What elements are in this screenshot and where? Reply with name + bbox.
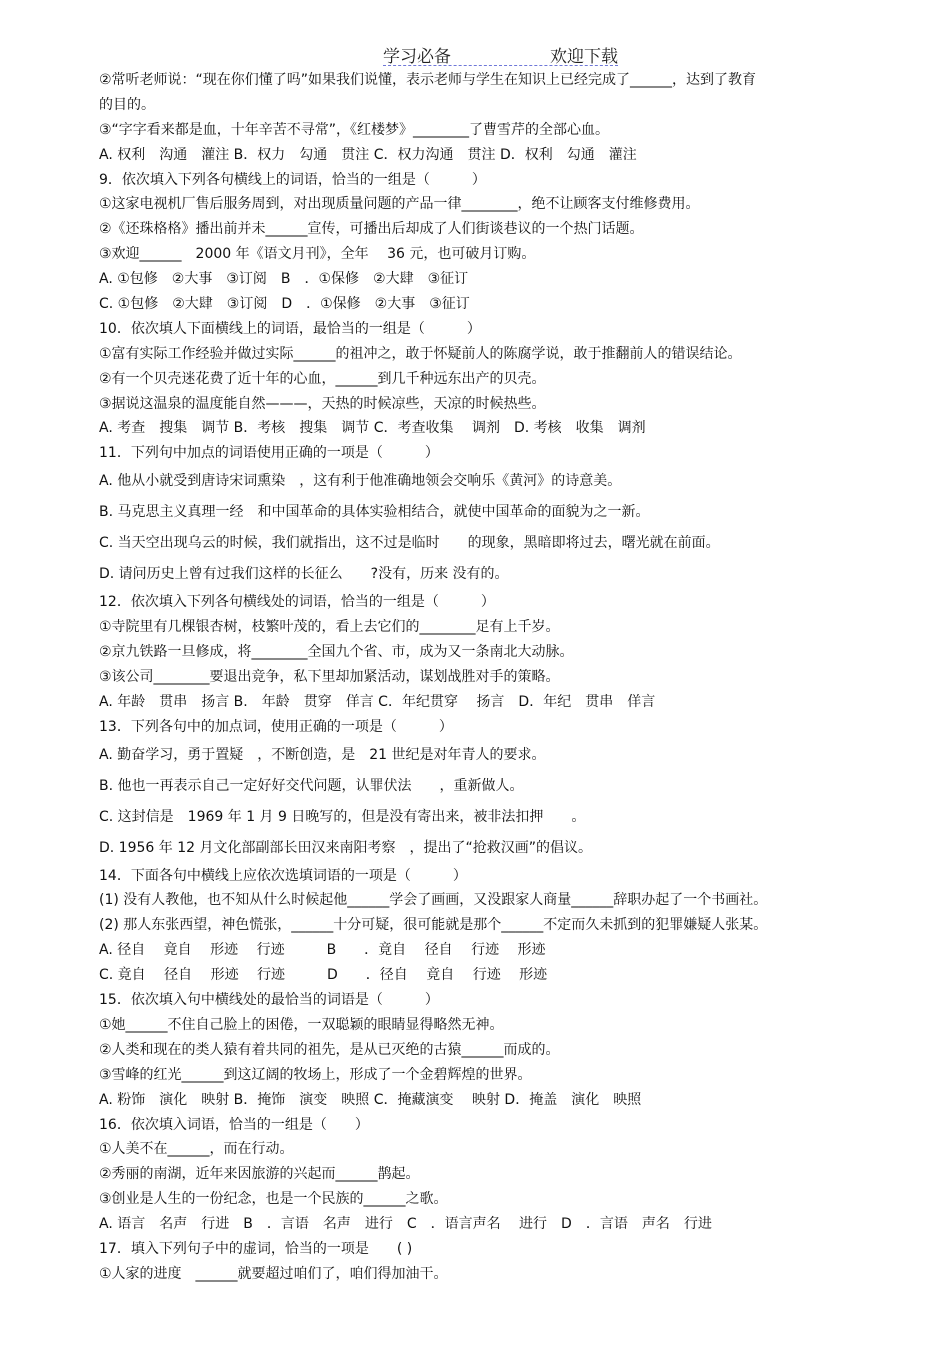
question-11: 11．下列句中加点的词语使用正确的一项是（ ） <box>99 445 439 462</box>
text-line: ③雪峰的红光______到这辽阔的牧场上，形成了一个金碧辉煌的世界。 <box>99 1066 532 1083</box>
text-line: ③创业是人生的一份纪念，也是一个民族的______之歌。 <box>99 1191 448 1208</box>
text-line: ②《还珠格格》播出前并未______宣传，可播出后却成了人们街谈巷议的一个热门话题。 <box>99 221 644 238</box>
question-17: 17．填入下列句子中的虚词，恰当的一项是 ( ) <box>99 1240 413 1257</box>
text-line: B. 马克思主义真理一经 和中国革命的具体实验相结合，就使中国革命的面貌为之一新。 <box>99 504 650 521</box>
text-line: C. ①包修 ②大肆 ③订阅 D ．①保修 ②大事 ③征订 <box>99 296 470 313</box>
text-line: ③该公司________要退出竞争，私下里却加紧活动，谋划战胜对手的策略。 <box>99 668 560 685</box>
text-line: C. 这封信是 1969 年 1 月 9 日晚写的，但是没有寄出来，被非法扣押 。 <box>99 808 586 825</box>
text-line: A. 语言 名声 行进 B ．言语 名声 进行 C ．语言声名 进行 D ．言语 声名 行进 <box>99 1216 712 1233</box>
text-line: B. 他也一再表示自己一定好好交代问题，认罪伏法 ，重新做人。 <box>99 777 524 794</box>
text-line: ①富有实际工作经验并做过实际______的祖冲之，敢于怀疑前人的陈腐学说，敢于推翻前人的错误结论。 <box>99 345 742 362</box>
text-line: ②秀丽的南湖，近年来因旅游的兴起而______鹊起。 <box>99 1166 420 1183</box>
text-line: D. 请问历史上曾有过我们这样的长征么 ?没有，历来 没有的。 <box>99 566 509 583</box>
question-14: 14．下面各句中横线上应依次选填词语的一项是（ ） <box>99 867 467 884</box>
question-13: 13．下列各句中的加点词，使用正确的一项是（ ） <box>99 718 453 735</box>
text-line: 的目的。 <box>99 96 155 113</box>
text-line: ③据说这温泉的温度能自然———，天热的时候凉些，天凉的时候热些。 <box>99 395 546 412</box>
text-line: ①人美不在______，而在行动。 <box>99 1141 294 1158</box>
text-line: C. 竟自 径自 形迹 行迹 D ．径自 竟自 行迹 形迹 <box>99 967 548 984</box>
header-right-text: 欢迎下载 <box>550 47 618 67</box>
text-line: D. 1956 年 12 月文化部副部长田汉来南阳考察 ，提出了“抢救汉画”的倡议。 <box>99 839 592 856</box>
question-9: 9．依次填入下列各句横线上的词语，恰当的一组是（ ） <box>99 171 486 188</box>
text-line: ③“字字看来都是血，十年辛苦不寻常”，《红楼梦》________了曹雪芹的全部心血。 <box>99 121 610 138</box>
text-line: ①这家电视机厂售后服务周到，对出现质量问题的产品一律________，绝不让顾客支付维修费用。 <box>99 196 700 213</box>
text-line: A. 考查 搜集 调节 B．考核 搜集 调节 C．考查收集 调剂 D. 考核 收集 调剂 <box>99 420 646 437</box>
document-body <box>99 68 844 1287</box>
text-line: ①她______不住自己脸上的困倦，一双聪颖的眼睛显得略然无神。 <box>99 1016 504 1033</box>
page-header <box>383 42 618 66</box>
text-line: C. 当天空出现乌云的时候，我们就指出，这不过是临时 的现象，黑暗即将过去，曙光就在前面。 <box>99 535 720 552</box>
text-line: ②常听老师说：“现在你们懂了吗”如果我们说懂，表示老师与学生在知识上已经完成了______，达到了教育 <box>99 72 757 88</box>
text-line: A. 径自 竟自 形迹 行迹 B ．竟自 径自 行迹 形迹 <box>99 942 546 959</box>
text-line: (2) 那人东张西望，神色慌张，______十分可疑，很可能就是那个______不定而久未抓到的犯罪嫌疑人张某。 <box>99 917 768 934</box>
header-dashed-underline <box>383 65 618 66</box>
question-10: 10．依次填人下面横线上的词语，最恰当的一组是（ ） <box>99 320 481 337</box>
text-line: ②有一个贝壳迷花费了近十年的心血，______到几千种远东出产的贝壳。 <box>99 370 546 387</box>
question-12: 12．依次填入下列各句横线处的词语，恰当的一组是（ ） <box>99 594 495 611</box>
text-line: A. 权利 沟通 灌注 B．权力 勾通 贯注 C．权力沟通 贯注 D．权利 勾通 灌注 <box>99 146 637 163</box>
text-line: ②京九铁路一旦修成，将________全国九个省、市，成为又一条南北大动脉。 <box>99 644 574 661</box>
text-line: A. 勤奋学习，勇于置疑 ，不断创造，是 21 世纪是对年青人的要求。 <box>99 746 546 763</box>
question-16: 16．依次填入词语，恰当的一组是（ ） <box>99 1116 369 1133</box>
text-line: A. 他从小就受到唐诗宋词熏染 ，这有利于他准确地领会交响乐《黄河》的诗意美。 <box>99 473 622 490</box>
text-line: ②人类和现在的类人猿有着共同的祖先，是从已灭绝的古猿______而成的。 <box>99 1041 560 1058</box>
header-left-text: 学习必备 <box>383 47 451 67</box>
text-line: (1) 没有人教他，也不知从什么时候起他______学会了画画，又没跟家人商量______辞职办起了一个书画社。 <box>99 892 768 909</box>
text-line: ①人家的进度 ______就要超过咱们了，咱们得加油干。 <box>99 1265 448 1282</box>
text-line: ①寺院里有几棵银杏树，枝繁叶茂的，看上去它们的________足有上千岁。 <box>99 619 560 636</box>
text-line: A. ①包修 ②大事 ③订阅 B ．①保修 ②大肆 ③征订 <box>99 271 469 288</box>
text-line: ③欢迎______ 2000 年《语文月刊》，全年 36 元，也可破月订购。 <box>99 246 536 263</box>
text-line: A. 粉饰 演化 映射 B．掩饰 演变 映照 C．掩藏演变 映射 D．掩盖 演化 映照 <box>99 1091 642 1108</box>
text-line: A. 年龄 贯串 扬言 B. 年龄 贯穿 佯言 C．年纪贯穿 扬言 D．年纪 贯串 佯言 <box>99 693 656 710</box>
question-15: 15．依次填入句中横线处的最恰当的词语是（ ） <box>99 992 439 1009</box>
